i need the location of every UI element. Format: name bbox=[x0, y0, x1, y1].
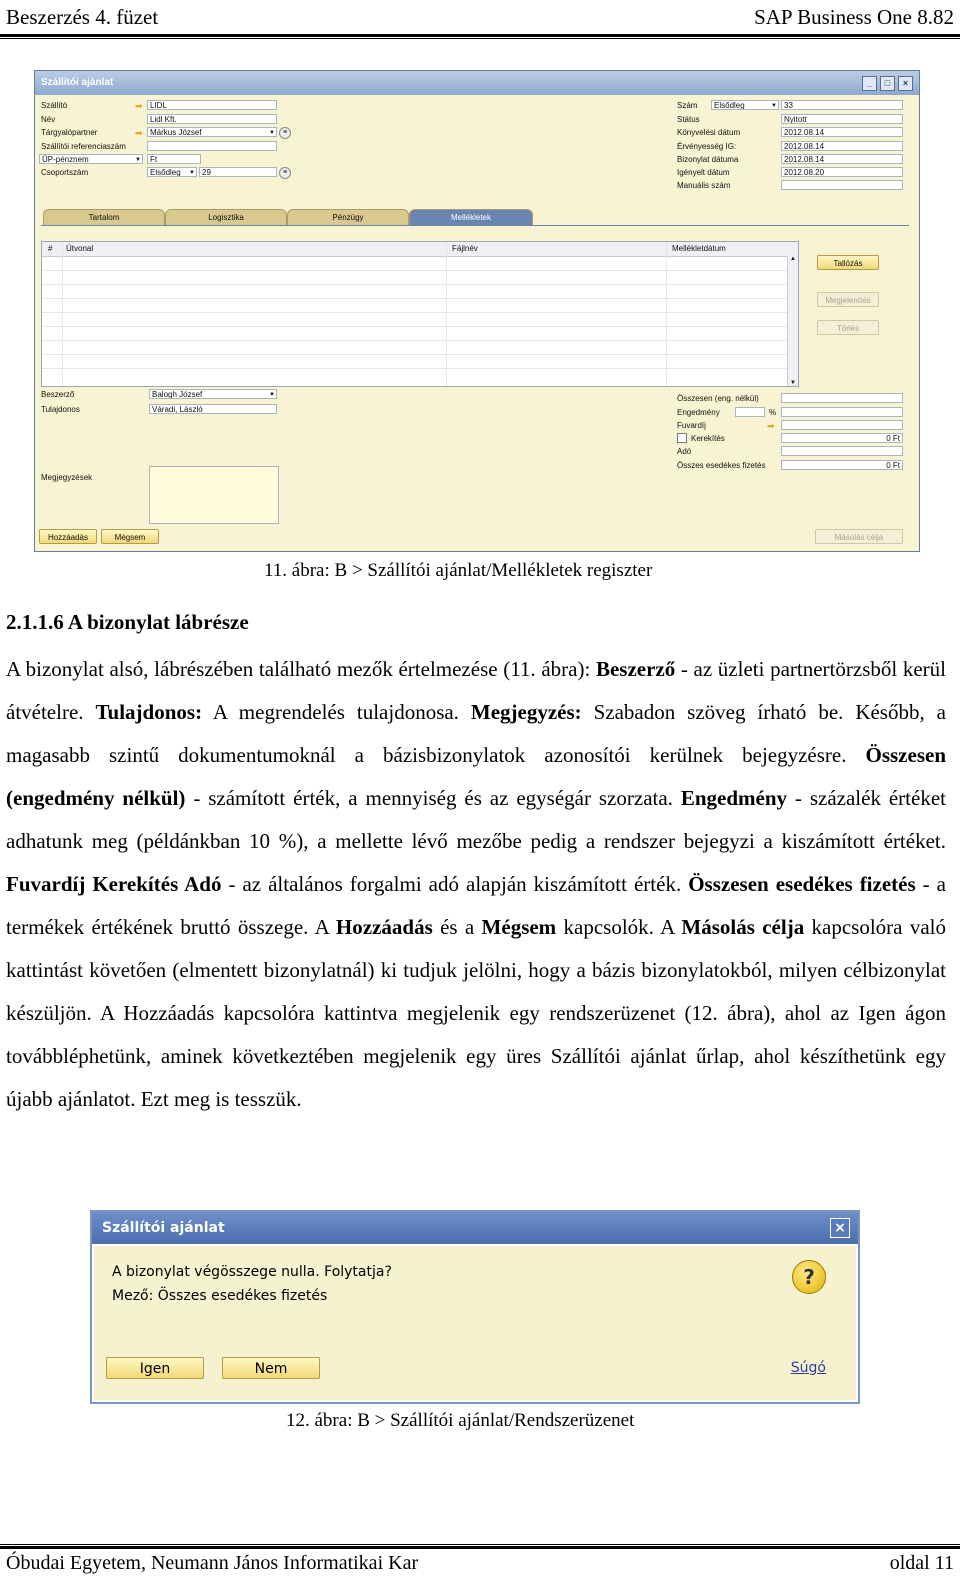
fuvardij-field[interactable] bbox=[781, 420, 903, 430]
col-header-fajlnev: Fájlnév bbox=[452, 244, 478, 253]
engedmeny-percent-field[interactable] bbox=[735, 407, 765, 417]
tulajdonos-field[interactable]: Váradi, László bbox=[149, 404, 277, 414]
chevron-down-icon: ▼ bbox=[135, 157, 141, 163]
grid-row[interactable] bbox=[42, 312, 798, 313]
targyalopartner-value: Márkus József bbox=[150, 128, 202, 137]
para-bold: Másolás célja bbox=[681, 915, 805, 939]
szam-field[interactable]: 33 bbox=[781, 100, 903, 110]
masolas-celja-button[interactable]: Másolás célja bbox=[815, 529, 903, 544]
sap-title: Szállítói ajánlat bbox=[41, 77, 114, 88]
col-header-num: # bbox=[48, 244, 53, 253]
ervenyesseg-field[interactable]: 2012.08.14 bbox=[781, 141, 903, 151]
szam-series: Elsődleg bbox=[714, 101, 745, 110]
attachments-grid bbox=[41, 241, 799, 387]
para-text: - az üzleti partnertörzsből kerül átvételre. bbox=[6, 657, 947, 724]
para-text: - a termékek értékének bruttó összege. A bbox=[6, 872, 946, 939]
ellipsis-icon[interactable]: ≡ bbox=[279, 127, 291, 139]
body-paragraph bbox=[6, 648, 946, 1121]
grid-row[interactable] bbox=[42, 326, 798, 327]
footer-left: Óbudai Egyetem, Neumann János Informatikai Kar bbox=[6, 1552, 419, 1574]
beszerzo-select[interactable] bbox=[149, 389, 277, 399]
status-field[interactable]: Nyitott bbox=[781, 114, 903, 124]
csoportszam-field[interactable]: 29 bbox=[199, 167, 277, 177]
para-text: A megrendelés tulajdonosa. bbox=[202, 700, 471, 724]
para-bold: Összesen esedékes fizetés bbox=[688, 872, 916, 896]
dialog-title: Szállítói ajánlat bbox=[102, 1220, 225, 1236]
para-bold: Összesen (engedmény nélkül) bbox=[6, 743, 946, 810]
para-bold: Mégsem bbox=[481, 915, 557, 939]
chevron-down-icon: ▼ bbox=[771, 103, 777, 109]
field-label-referencia: Szállítói referenciaszám bbox=[41, 142, 126, 151]
scroll-up-icon[interactable]: ▲ bbox=[790, 256, 796, 262]
grid-row[interactable] bbox=[42, 270, 798, 271]
para-text: - számított érték, a mennyiség és az egységár szorzata. bbox=[185, 786, 681, 810]
osszesen-field[interactable] bbox=[781, 393, 903, 403]
tab-logisztika[interactable]: Logisztika bbox=[165, 209, 287, 226]
kerekites-checkbox[interactable] bbox=[677, 433, 687, 443]
percent-unit: % bbox=[769, 408, 777, 417]
maximize-icon[interactable]: □ bbox=[880, 76, 895, 91]
section-heading: 2.1.1.6 A bizonylat lábrésze bbox=[6, 610, 249, 634]
footer-rule bbox=[0, 1544, 960, 1549]
total-label-fuvardij: Fuvardíj bbox=[677, 421, 706, 430]
total-label-osszesen: Összesen (eng. nélkül) bbox=[677, 394, 759, 403]
para-bold: Hozzáadás bbox=[335, 915, 433, 939]
field-label-csoportszam: Csoportszám bbox=[41, 168, 89, 177]
tab-underline bbox=[41, 225, 909, 226]
field-label-konyvelesi: Könyvelési dátum bbox=[677, 128, 741, 137]
tab-penzugy[interactable]: Pénzügy bbox=[287, 209, 409, 226]
megsem-button[interactable]: Mégsem bbox=[101, 529, 159, 544]
konyvelesi-datum-field[interactable]: 2012.08.14 bbox=[781, 127, 903, 137]
grid-row[interactable] bbox=[42, 298, 798, 299]
penznem-field[interactable]: Ft bbox=[147, 154, 201, 164]
grid-divider bbox=[446, 242, 447, 386]
up-penznem-label: ÜP-pénznem bbox=[42, 155, 89, 164]
header-right: SAP Business One 8.82 bbox=[754, 5, 954, 29]
total-label-esedekes: Összes esedékes fizetés bbox=[677, 461, 766, 470]
field-label-tulajdonos: Tulajdonos bbox=[41, 405, 80, 414]
para-text: kapcsolóra való kattintást követően (elmentett bizonylatnál) ki tudjuk jelölni, hogy a bázis bizonylatokból, milyen célbizonylat készüljön. A Hozzáadás kapcsolóra kattintva megjelenik egy rendszerüzenet (12. ábra), ahol az Igen ágon továbbléphetünk, aminek következtében megjelenik egy üres Szállítói ajánlat űrlap, ahol készíthetünk egy újabb ajánlatot. Ezt meg is tesszük. bbox=[6, 915, 946, 1111]
grid-divider bbox=[666, 242, 667, 386]
field-label-szallito: Szállító bbox=[41, 101, 68, 110]
para-text: - az általános forgalmi adó alapján kiszámított érték. bbox=[221, 872, 689, 896]
footer-right: oldal 11 bbox=[889, 1552, 954, 1574]
field-label-bizonylat-datum: Bizonylat dátuma bbox=[677, 155, 739, 164]
para-text: kapcsolók. A bbox=[556, 915, 682, 939]
chevron-down-icon: ▼ bbox=[269, 392, 275, 398]
szam-series-select[interactable] bbox=[711, 100, 779, 110]
field-label-beszerzo: Beszerző bbox=[41, 390, 75, 399]
torles-button[interactable]: Törlés bbox=[817, 320, 879, 335]
grid-row[interactable] bbox=[42, 284, 798, 285]
para-text: és a bbox=[432, 915, 482, 939]
esedekes-fizetes-field[interactable]: 0 Ft bbox=[781, 460, 903, 470]
page-header bbox=[6, 0, 954, 30]
grid-row[interactable] bbox=[42, 340, 798, 341]
para-bold: Fuvardíj Kerekítés Adó bbox=[6, 872, 222, 896]
dialog-body bbox=[94, 1246, 856, 1400]
para-bold: Beszerző bbox=[595, 657, 676, 681]
bizonylat-datum-field[interactable]: 2012.08.14 bbox=[781, 154, 903, 164]
referencia-field[interactable] bbox=[147, 141, 277, 151]
tab-mellekletek[interactable]: Mellékletek bbox=[409, 209, 533, 226]
igenyelt-datum-field[interactable]: 2012.08.20 bbox=[781, 167, 903, 177]
chevron-down-icon: ▼ bbox=[189, 170, 195, 176]
field-label-igenyelt: Igényelt dátum bbox=[677, 168, 730, 177]
dialog-field: Mező: Összes esedékes fizetés bbox=[112, 1288, 328, 1304]
nev-field[interactable]: Lidl Kft. bbox=[147, 114, 277, 124]
link-arrow-icon[interactable]: ➡ bbox=[135, 128, 143, 138]
szallito-field[interactable]: LIDL bbox=[147, 100, 277, 110]
manualis-szam-field[interactable] bbox=[781, 180, 903, 190]
grid-scrollbar[interactable] bbox=[787, 256, 798, 386]
field-label-ervenyesseg: Érvényesség IG: bbox=[677, 142, 737, 151]
col-header-utvonal: Útvonal bbox=[66, 244, 94, 253]
close-icon[interactable]: × bbox=[830, 1218, 850, 1238]
nem-button[interactable]: Nem bbox=[222, 1357, 320, 1379]
up-penznem-select[interactable] bbox=[39, 154, 143, 164]
csoportszam-select[interactable] bbox=[147, 167, 197, 177]
minimize-icon[interactable]: _ bbox=[862, 76, 877, 91]
col-header-mellekletdatum: Mellékletdátum bbox=[672, 244, 726, 253]
close-icon[interactable]: × bbox=[898, 76, 913, 91]
sap-title-bar bbox=[35, 71, 919, 95]
header-rule bbox=[0, 34, 960, 39]
beszerzo-value: Balogh József bbox=[152, 390, 203, 399]
field-label-nev: Név bbox=[41, 115, 56, 124]
para-bold: Engedmény bbox=[680, 786, 788, 810]
field-label-szam: Szám bbox=[677, 101, 698, 110]
header-left: Beszerzés 4. füzet bbox=[6, 5, 159, 29]
sap-window bbox=[34, 70, 920, 552]
grid-header bbox=[42, 242, 798, 257]
question-icon: ? bbox=[792, 1260, 826, 1294]
field-label-manualis: Manuális szám bbox=[677, 181, 731, 190]
para-text: - százalék értéket adhatunk meg (példánkban 10 %), a mellette lévő mezőbe pedig a rendszer bejegyzi a kiszámított értéket. bbox=[6, 786, 946, 853]
field-label-megjegyzesek: Megjegyzések bbox=[41, 473, 93, 482]
grid-divider bbox=[62, 242, 63, 386]
figure-12-caption: 12. ábra: B > Szállítói ajánlat/Rendszerüzenet bbox=[286, 1410, 635, 1431]
dialog-message: A bizonylat végösszege nulla. Folytatja? bbox=[112, 1264, 392, 1280]
grid-row[interactable] bbox=[42, 368, 798, 369]
scroll-down-icon[interactable]: ▼ bbox=[790, 380, 796, 386]
hozzaadas-button[interactable]: Hozzáadás bbox=[39, 529, 97, 544]
csoportszam-series: Elsődleg bbox=[150, 168, 181, 177]
page-footer bbox=[6, 1552, 954, 1575]
grid-row[interactable] bbox=[42, 354, 798, 355]
link-arrow-icon[interactable]: ➡ bbox=[135, 101, 143, 111]
system-message-dialog bbox=[90, 1210, 860, 1404]
total-label-kerekites: Kerekítés bbox=[691, 434, 725, 443]
kerekites-field[interactable]: 0 Ft bbox=[781, 433, 903, 443]
megjelenites-button[interactable]: Megjelenítés bbox=[817, 292, 879, 307]
field-label-targyalopartner: Tárgyalópartner bbox=[41, 128, 98, 137]
ado-field[interactable] bbox=[781, 446, 903, 456]
ellipsis-icon[interactable]: ≡ bbox=[279, 167, 291, 179]
para-text: A bizonylat alsó, lábrészében található mezők értelmezése (11. ábra): bbox=[6, 657, 596, 681]
igen-button[interactable]: Igen bbox=[106, 1357, 204, 1379]
total-label-engedmeny: Engedmény bbox=[677, 408, 720, 417]
field-label-status: Státus bbox=[677, 115, 700, 124]
figure-11-caption: 11. ábra: B > Szállítói ajánlat/Mellékletek regiszter bbox=[264, 560, 653, 581]
targyalopartner-select[interactable] bbox=[147, 127, 277, 137]
megjegyzesek-textarea[interactable] bbox=[149, 466, 279, 524]
dialog-title-bar bbox=[92, 1212, 858, 1244]
para-bold: Megjegyzés: bbox=[470, 700, 582, 724]
tallozas-button[interactable]: Tallózás bbox=[817, 255, 879, 270]
tab-strip bbox=[43, 209, 543, 225]
para-bold: Tulajdonos: bbox=[95, 700, 203, 724]
link-arrow-icon[interactable]: ➡ bbox=[767, 421, 775, 431]
engedmeny-amount-field[interactable] bbox=[781, 407, 903, 417]
total-label-ado: Adó bbox=[677, 447, 692, 456]
para-text: Szabadon szöveg írható be. Később, a magasabb szintű dokumentumoknál a bázisbizonylatok azonosítói kerülnek bejegyzésre. bbox=[6, 700, 946, 767]
chevron-down-icon: ▼ bbox=[269, 130, 275, 136]
tab-tartalom[interactable]: Tartalom bbox=[43, 209, 165, 226]
sugo-link[interactable]: Súgó bbox=[790, 1360, 826, 1376]
